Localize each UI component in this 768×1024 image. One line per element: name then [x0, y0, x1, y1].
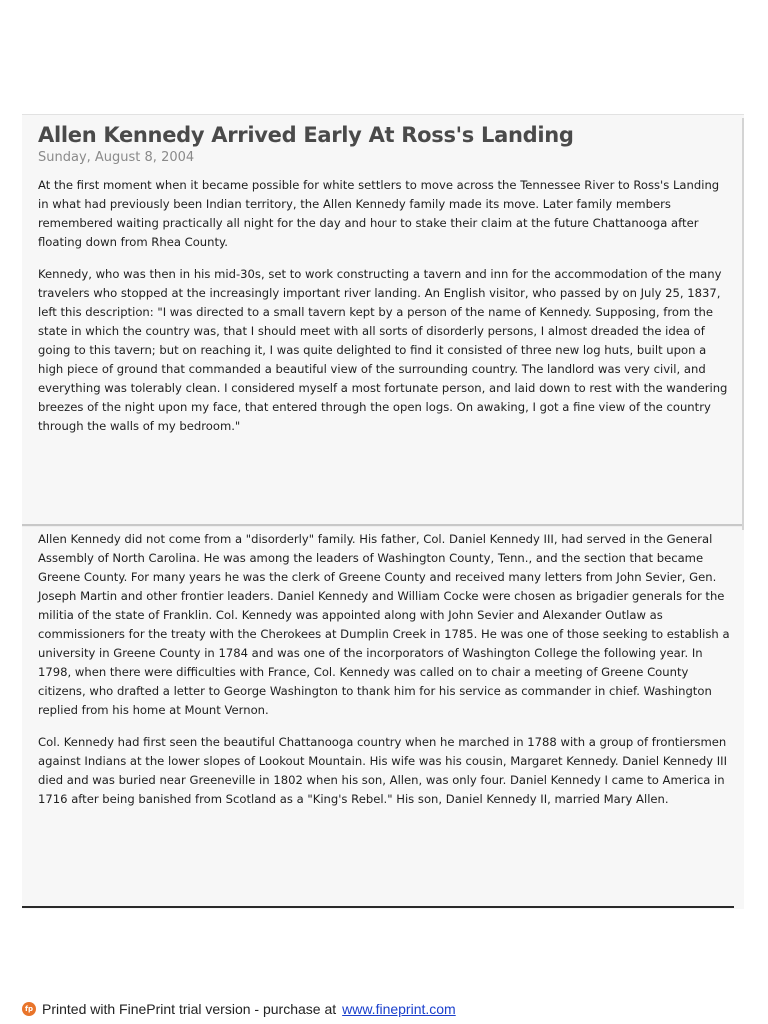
article-paragraph-3: Allen Kennedy did not come from a "disorderly" family. His father, Col. Daniel Kennedy III, had served in the General Assembly of North Carolina. He was among the leaders of Washington County, Tenn., and the section that became Greene County. For many years he was the clerk of Greene County and received many letters from John Sevier, Gen. Joseph Martin and other frontier leaders. Daniel Kennedy and William Cocke were chosen as brigadier generals for the militia of the state of Franklin. Col. Kennedy was appointed along with John Sevier and Alexander Outlaw as commissioners for the treaty with the Cherokees at Dumplin Creek in 1785. He was one of those seeking to establish a university in Greene County in 1784 and was one of the incorporators of Washington College the following year. In 1798, when there were difficulties with France, Col. Kennedy was called on to chair a meeting of Greene County citizens, who drafted a letter to George Washington to thank him for his service as commander in chief. Washington replied from his home at Mount Vernon.: [38, 532, 730, 717]
article-paragraph-4: Col. Kennedy had first seen the beautiful Chattanooga country when he marched in 1788 with a group of frontiersmen against Indians at the lower slopes of Lookout Mountain. His wife was his cousin, Margaret Kennedy. Daniel Kennedy III died and was buried near Greeneville in 1802 when his son, Allen, was only four. Daniel Kennedy I came to America in 1716 after being banished from Scotland as a "King's Rebel." His son, Daniel Kennedy II, married Mary Allen.: [38, 735, 727, 806]
fineprint-link[interactable]: www.fineprint.com: [342, 1001, 456, 1017]
article-lower-section: [38, 530, 732, 822]
page-tear-line: [22, 524, 744, 527]
scanned-article: [22, 114, 744, 909]
footer-text: Printed with FinePrint trial version - purchase at: [42, 1001, 337, 1017]
scan-edge-shadow: [742, 118, 744, 530]
print-footer: [22, 1000, 456, 1018]
article-upper-section: [38, 121, 732, 449]
article-paragraph-2: Kennedy, who was then in his mid-30s, set to work constructing a tavern and inn for the accommodation of the many travelers who stopped at the increasingly important river landing. An English visitor, who passed by on July 25, 1837, left this description: "I was directed to a small tavern kept by a person of the name of Kennedy. Supposing, from the state in which the country was, that I should meet with all sorts of disorderly persons, I almost dreaded the idea of going to this tavern; but on reaching it, I was quite delighted to find it consisted of three new log huts, built upon a high piece of ground that commanded a beautiful view of the surrounding country. The landlord was very civil, and everything was tolerably clean. I considered myself a most fortunate person, and laid down to rest with the wandering breezes of the night upon my face, that entered through the open logs. On awaking, I got a fine view of the country through the walls of my bedroom.": [38, 267, 728, 433]
article-paragraph-1: At the first moment when it became possible for white settlers to move across the Tennessee River to Ross's Landing in what had previously been Indian territory, the Allen Kennedy family made its move. Later family members remembered waiting practically all night for the day and hour to stake their claim at the future Chattanooga after floating down from Rhea County.: [38, 178, 720, 249]
article-date: Sunday, August 8, 2004: [38, 150, 195, 165]
article-bottom-rule: [22, 906, 734, 908]
fineprint-logo-icon: fp: [22, 1002, 36, 1016]
article-title: Allen Kennedy Arrived Early At Ross's Landing: [38, 123, 574, 147]
